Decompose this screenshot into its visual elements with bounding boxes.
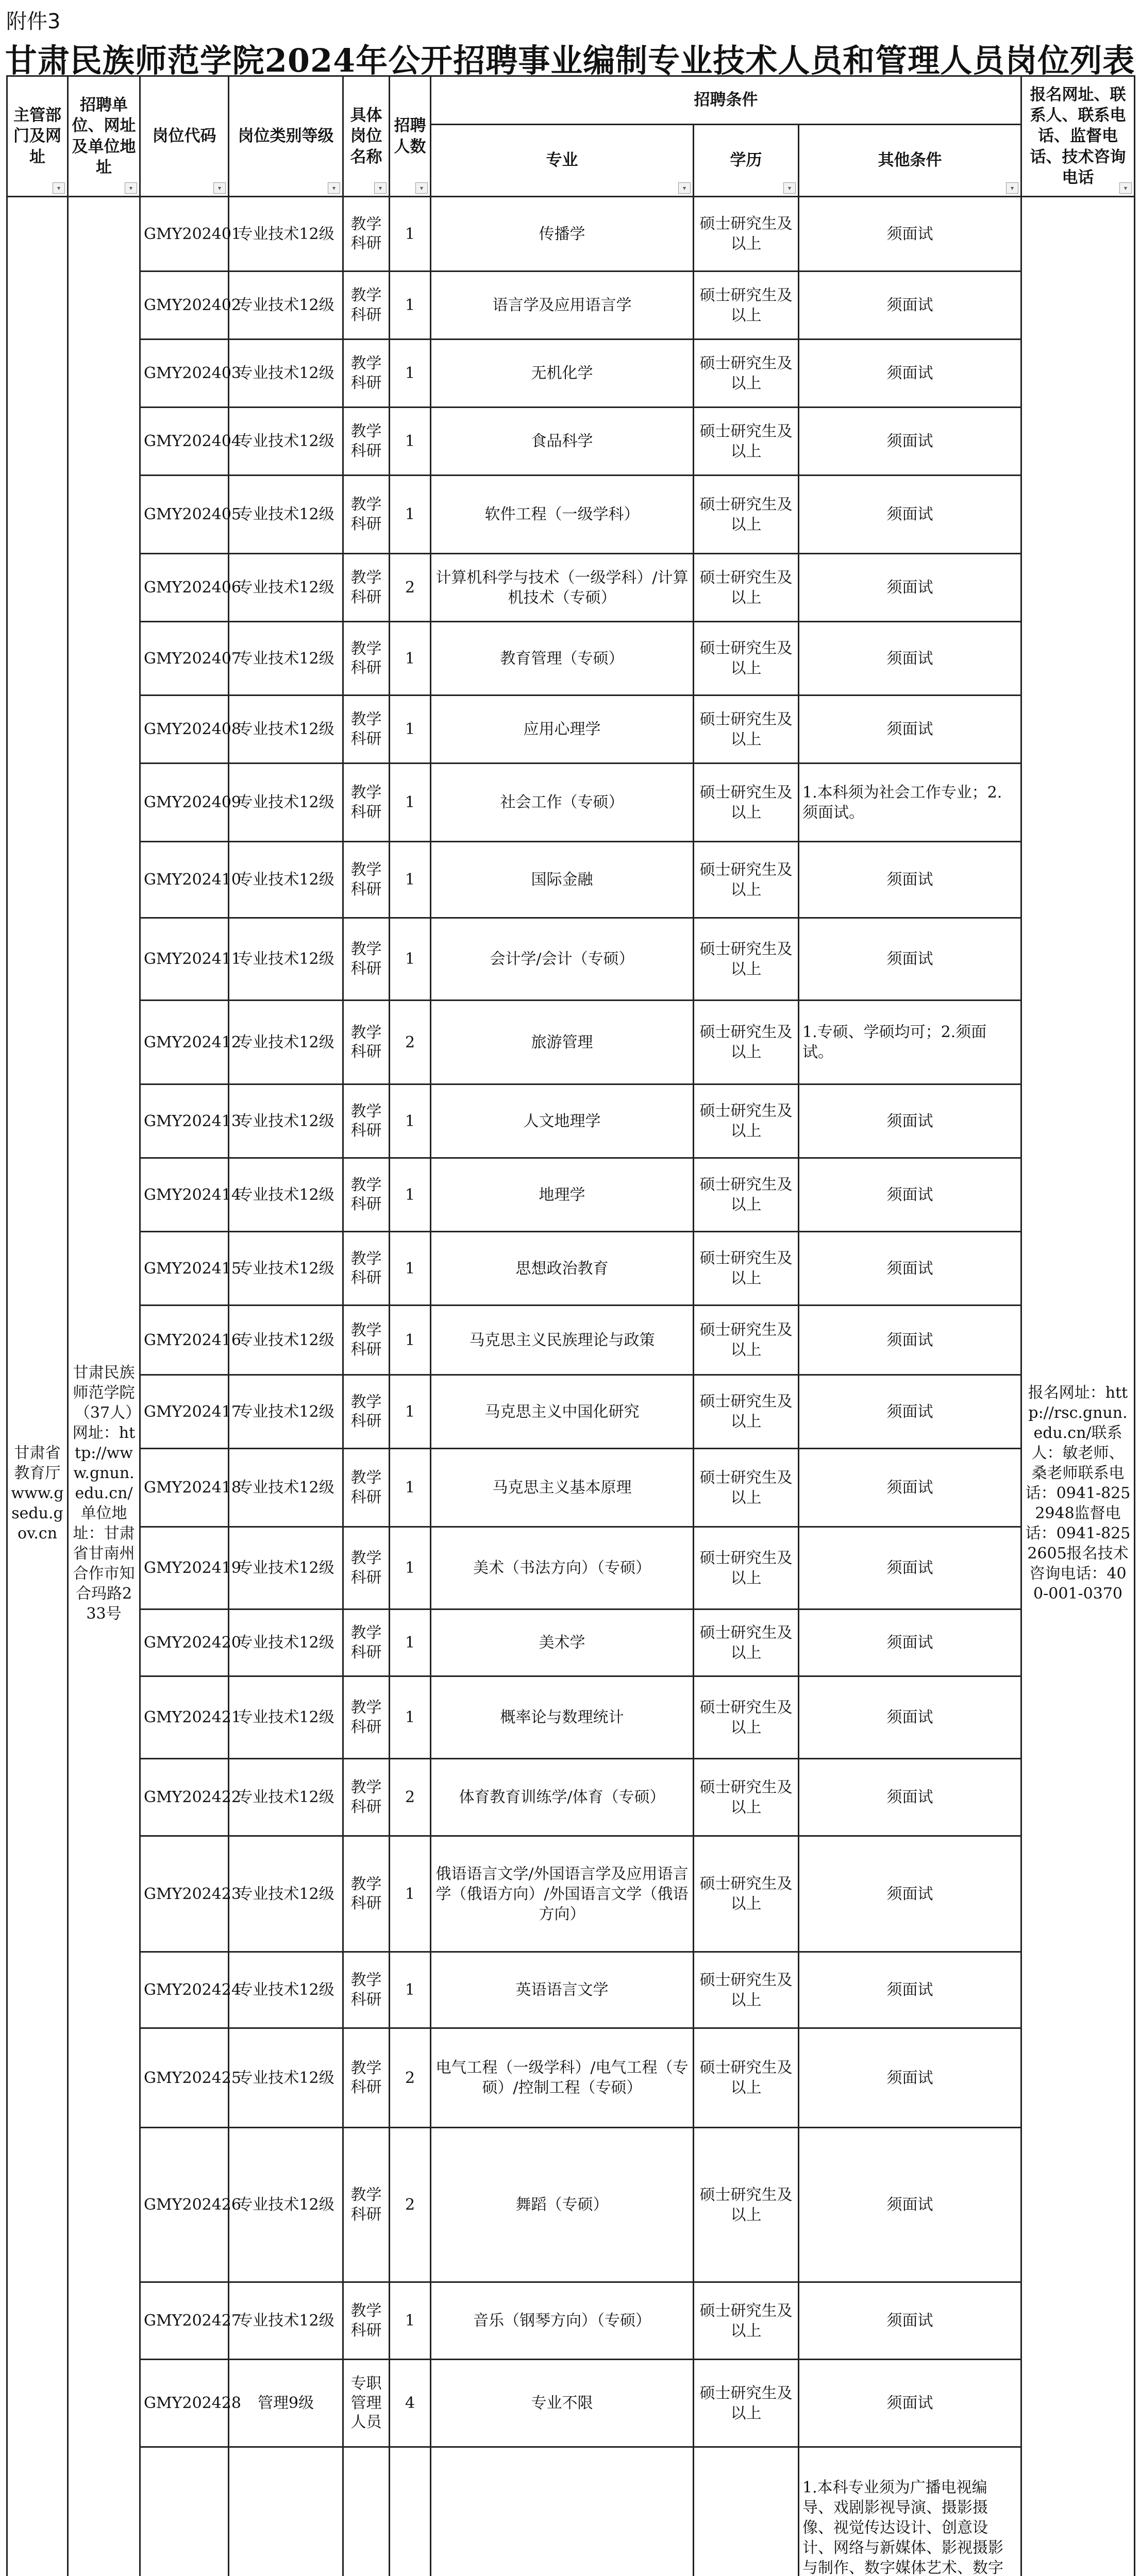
position-cell: 教学科研	[343, 1449, 390, 1527]
table-row	[7, 554, 1135, 622]
code-cell: GMY202404	[140, 408, 229, 476]
major-cell: 舞蹈（专硕）	[431, 2128, 694, 2282]
other-cell: 须面试	[799, 622, 1021, 696]
table-row	[7, 696, 1135, 764]
other-cell: 须面试	[799, 1836, 1021, 1952]
position-cell: 教学科研	[343, 1084, 390, 1158]
position-cell: 教学科研	[343, 842, 390, 918]
category-cell: 专业技术12级	[229, 1759, 343, 1836]
positions-table	[6, 75, 1135, 2576]
count-cell: 2	[390, 1759, 431, 1836]
position-cell: 教学科研	[343, 764, 390, 842]
position-cell: 教学科研	[343, 554, 390, 622]
major-cell: 旅游管理	[431, 1001, 694, 1084]
category-cell: 专业技术12级	[229, 918, 343, 1001]
major-cell: 专业不限	[431, 2360, 694, 2447]
position-cell: 教学科研	[343, 2128, 390, 2282]
table-row	[7, 1836, 1135, 1952]
header-education[interactable]: 学历 ▾	[694, 125, 799, 197]
position-cell: 教学科研	[343, 197, 390, 272]
code-cell: GMY202428	[140, 2360, 229, 2447]
dept-cell: 甘肃省教育厅www.gsedu.gov.cn	[7, 197, 68, 2576]
category-cell: 专业技术12级	[229, 2128, 343, 2282]
position-cell: 教学科研	[343, 1952, 390, 2028]
category-cell: 专业技术12级	[229, 1001, 343, 1084]
position-cell: 教学科研	[343, 1375, 390, 1449]
filter-dropdown-icon[interactable]: ▾	[783, 182, 796, 194]
position-cell: 教学科研	[343, 918, 390, 1001]
header-code[interactable]: 岗位代码 ▾	[140, 76, 229, 197]
count-cell	[390, 2447, 431, 2576]
major-cell: 美术（书法方向）（专硕）	[431, 1527, 694, 1609]
position-cell: 教学科研	[343, 1306, 390, 1375]
other-cell: 须面试	[799, 2028, 1021, 2128]
filter-dropdown-icon[interactable]: ▾	[1006, 182, 1018, 194]
major-cell: 马克思主义民族理论与政策	[431, 1306, 694, 1375]
code-cell: GMY202423	[140, 1836, 229, 1952]
education-cell: 硕士研究生及以上	[694, 2128, 799, 2282]
count-cell: 1	[390, 696, 431, 764]
code-cell: GMY202406	[140, 554, 229, 622]
major-cell: 马克思主义基本原理	[431, 1449, 694, 1527]
table-row	[7, 1952, 1135, 2028]
table-row	[7, 2282, 1135, 2360]
major-cell: 会计学/会计（专硕）	[431, 918, 694, 1001]
count-cell: 1	[390, 1609, 431, 1676]
count-cell: 1	[390, 272, 431, 340]
category-cell: 管理9级	[229, 2360, 343, 2447]
count-cell: 1	[390, 1158, 431, 1232]
count-cell: 1	[390, 1527, 431, 1609]
major-cell: 音乐（钢琴方向）（专硕）	[431, 2282, 694, 2360]
category-cell: 专业技术12级	[229, 2028, 343, 2128]
count-cell: 2	[390, 2128, 431, 2282]
education-cell: 硕士研究生及以上	[694, 1952, 799, 2028]
major-cell: 马克思主义中国化研究	[431, 1375, 694, 1449]
header-other[interactable]: 其他条件 ▾	[799, 125, 1021, 197]
code-cell: GMY202420	[140, 1609, 229, 1676]
major-cell: 食品科学	[431, 408, 694, 476]
major-cell: 俄语语言文学/外国语言学及应用语言学（俄语方向）/外国语言文学（俄语方向）	[431, 1836, 694, 1952]
category-cell	[229, 2447, 343, 2576]
table-row	[7, 1084, 1135, 1158]
other-cell: 须面试	[799, 1158, 1021, 1232]
count-cell: 2	[390, 1001, 431, 1084]
position-cell	[343, 2447, 390, 2576]
education-cell: 硕士研究生及以上	[694, 1759, 799, 1836]
table-row	[7, 476, 1135, 554]
education-cell: 硕士研究生及以上	[694, 1836, 799, 1952]
education-cell: 硕士研究生及以上	[694, 2360, 799, 2447]
attachment-label: 附件3	[6, 10, 61, 33]
category-cell: 专业技术12级	[229, 408, 343, 476]
table-row	[7, 1306, 1135, 1375]
major-cell: 无机化学	[431, 340, 694, 408]
count-cell: 1	[390, 2282, 431, 2360]
other-cell: 须面试	[799, 696, 1021, 764]
major-cell: 思想政治教育	[431, 1232, 694, 1306]
category-cell: 专业技术12级	[229, 1836, 343, 1952]
education-cell: 硕士研究生及以上	[694, 408, 799, 476]
other-cell: 须面试	[799, 1527, 1021, 1609]
filter-dropdown-icon[interactable]: ▾	[678, 182, 691, 194]
category-cell: 专业技术12级	[229, 1084, 343, 1158]
other-cell: 须面试	[799, 1375, 1021, 1449]
code-cell: GMY202414	[140, 1158, 229, 1232]
category-cell: 专业技术12级	[229, 197, 343, 272]
other-cell: 须面试	[799, 1952, 1021, 2028]
code-cell: GMY202411	[140, 918, 229, 1001]
code-cell: GMY202427	[140, 2282, 229, 2360]
other-cell: 须面试	[799, 272, 1021, 340]
table-row	[7, 1449, 1135, 1527]
other-cell: 须面试	[799, 2282, 1021, 2360]
other-cell: 须面试	[799, 1759, 1021, 1836]
code-cell: GMY202401	[140, 197, 229, 272]
table-row	[7, 197, 1135, 272]
category-cell: 专业技术12级	[229, 1232, 343, 1306]
table-row	[7, 1375, 1135, 1449]
category-cell: 专业技术12级	[229, 1952, 343, 2028]
education-cell: 硕士研究生及以上	[694, 1609, 799, 1676]
education-cell: 硕士研究生及以上	[694, 1232, 799, 1306]
table-row	[7, 1759, 1135, 1836]
code-cell: GMY202425	[140, 2028, 229, 2128]
category-cell: 专业技术12级	[229, 1158, 343, 1232]
filter-dropdown-icon[interactable]: ▾	[125, 182, 137, 194]
filter-dropdown-icon[interactable]: ▾	[415, 182, 428, 194]
table-row	[7, 918, 1135, 1001]
other-cell: 须面试	[799, 197, 1021, 272]
major-cell: 电气工程（一级学科）/电气工程（专硕）/控制工程（专硕）	[431, 2028, 694, 2128]
header-dept[interactable]: 主管部门及网址 ▾	[7, 76, 68, 197]
major-cell: 概率论与数理统计	[431, 1676, 694, 1759]
major-cell: 语言学及应用语言学	[431, 272, 694, 340]
position-cell: 教学科研	[343, 408, 390, 476]
code-cell: GMY202416	[140, 1306, 229, 1375]
header-contact[interactable]: 报名网址、联系人、联系电话、监督电话、技术咨询电话 ▾	[1021, 76, 1135, 197]
page-title: 甘肃民族师范学院2024年公开招聘事业编制专业技术人员和管理人员岗位列表	[5, 42, 1135, 79]
header-category[interactable]: 岗位类别等级 ▾	[229, 76, 343, 197]
table-row	[7, 272, 1135, 340]
count-cell: 2	[390, 554, 431, 622]
major-cell	[431, 2447, 694, 2576]
position-cell: 教学科研	[343, 272, 390, 340]
other-cell: 1.本科须为社会工作专业；2.须面试。	[799, 764, 1021, 842]
category-cell: 专业技术12级	[229, 340, 343, 408]
code-cell: GMY202405	[140, 476, 229, 554]
other-cell: 须面试	[799, 1084, 1021, 1158]
code-cell: GMY202409	[140, 764, 229, 842]
count-cell: 1	[390, 340, 431, 408]
position-cell: 教学科研	[343, 622, 390, 696]
table-row	[7, 1609, 1135, 1676]
count-cell: 1	[390, 1952, 431, 2028]
category-cell: 专业技术12级	[229, 1676, 343, 1759]
code-cell: GMY202403	[140, 340, 229, 408]
major-cell: 教育管理（专硕）	[431, 622, 694, 696]
other-cell: 1.专硕、学硕均可；2.须面试。	[799, 1001, 1021, 1084]
code-cell: GMY202412	[140, 1001, 229, 1084]
category-cell: 专业技术12级	[229, 1375, 343, 1449]
table-row	[7, 2447, 1135, 2576]
education-cell	[694, 2447, 799, 2576]
table-row	[7, 2128, 1135, 2282]
position-cell: 教学科研	[343, 340, 390, 408]
other-cell: 须面试	[799, 340, 1021, 408]
category-cell: 专业技术12级	[229, 1527, 343, 1609]
education-cell: 硕士研究生及以上	[694, 1306, 799, 1375]
position-cell: 教学科研	[343, 1232, 390, 1306]
education-cell: 硕士研究生及以上	[694, 918, 799, 1001]
other-cell: 须面试	[799, 1676, 1021, 1759]
education-cell: 硕士研究生及以上	[694, 2028, 799, 2128]
major-cell: 美术学	[431, 1609, 694, 1676]
category-cell: 专业技术12级	[229, 842, 343, 918]
education-cell: 硕士研究生及以上	[694, 696, 799, 764]
header-unit[interactable]: 招聘单位、网址及单位地址 ▾	[68, 76, 140, 197]
other-cell: 须面试	[799, 918, 1021, 1001]
position-cell: 教学科研	[343, 696, 390, 764]
table-row	[7, 1527, 1135, 1609]
table-row	[7, 622, 1135, 696]
count-cell: 1	[390, 1836, 431, 1952]
code-cell	[140, 2447, 229, 2576]
filter-dropdown-icon[interactable]: ▾	[1119, 182, 1132, 194]
table-row	[7, 764, 1135, 842]
table-row	[7, 408, 1135, 476]
other-cell: 须面试	[799, 842, 1021, 918]
table-row	[7, 2028, 1135, 2128]
header-conditions: 招聘条件	[431, 76, 1021, 125]
code-cell: GMY202402	[140, 272, 229, 340]
education-cell: 硕士研究生及以上	[694, 2282, 799, 2360]
code-cell: GMY202413	[140, 1084, 229, 1158]
unit-cell: 甘肃民族师范学院（37人）网址：http://www.gnun.edu.cn/单位地址：甘肃省甘南州合作市知合玛路233号	[68, 197, 140, 2576]
other-cell: 须面试	[799, 476, 1021, 554]
other-cell: 1.本科专业须为广播电视编导、戏剧影视导演、摄影摄像、视觉传达设计、创意设计、网络与新媒体、影视摄影与制作、数字媒体艺术、数字	[799, 2447, 1021, 2576]
position-cell: 教学科研	[343, 2282, 390, 2360]
filter-dropdown-icon[interactable]: ▾	[53, 182, 65, 194]
count-cell: 1	[390, 1232, 431, 1306]
category-cell: 专业技术12级	[229, 696, 343, 764]
count-cell: 1	[390, 1449, 431, 1527]
category-cell: 专业技术12级	[229, 2282, 343, 2360]
code-cell: GMY202408	[140, 696, 229, 764]
position-cell: 教学科研	[343, 1759, 390, 1836]
education-cell: 硕士研究生及以上	[694, 622, 799, 696]
category-cell: 专业技术12级	[229, 1306, 343, 1375]
category-cell: 专业技术12级	[229, 1609, 343, 1676]
table-body	[7, 197, 1135, 2576]
count-cell: 2	[390, 2028, 431, 2128]
header-major[interactable]: 专业 ▾	[431, 125, 694, 197]
major-cell: 软件工程（一级学科）	[431, 476, 694, 554]
major-cell: 体育教育训练学/体育（专硕）	[431, 1759, 694, 1836]
code-cell: GMY202422	[140, 1759, 229, 1836]
header-position[interactable]: 具体岗位名称 ▾	[343, 76, 390, 197]
count-cell: 1	[390, 408, 431, 476]
position-cell: 专职管理人员	[343, 2360, 390, 2447]
education-cell: 硕士研究生及以上	[694, 764, 799, 842]
count-cell: 1	[390, 918, 431, 1001]
code-cell: GMY202419	[140, 1527, 229, 1609]
code-cell: GMY202426	[140, 2128, 229, 2282]
code-cell: GMY202424	[140, 1952, 229, 2028]
category-cell: 专业技术12级	[229, 1449, 343, 1527]
position-cell: 教学科研	[343, 476, 390, 554]
major-cell: 国际金融	[431, 842, 694, 918]
code-cell: GMY202421	[140, 1676, 229, 1759]
education-cell: 硕士研究生及以上	[694, 476, 799, 554]
position-cell: 教学科研	[343, 2028, 390, 2128]
major-cell: 地理学	[431, 1158, 694, 1232]
other-cell: 须面试	[799, 2360, 1021, 2447]
education-cell: 硕士研究生及以上	[694, 1158, 799, 1232]
major-cell: 计算机科学与技术（一级学科）/计算机技术（专硕）	[431, 554, 694, 622]
code-cell: GMY202407	[140, 622, 229, 696]
table-row	[7, 2360, 1135, 2447]
position-cell: 教学科研	[343, 1609, 390, 1676]
code-cell: GMY202410	[140, 842, 229, 918]
code-cell: GMY202418	[140, 1449, 229, 1527]
position-cell: 教学科研	[343, 1527, 390, 1609]
other-cell: 须面试	[799, 2128, 1021, 2282]
table-row	[7, 1158, 1135, 1232]
major-cell: 人文地理学	[431, 1084, 694, 1158]
filter-dropdown-icon[interactable]: ▾	[374, 182, 387, 194]
header-count[interactable]: 招聘人数 ▾	[390, 76, 431, 197]
category-cell: 专业技术12级	[229, 622, 343, 696]
table-row	[7, 1001, 1135, 1084]
education-cell: 硕士研究生及以上	[694, 1449, 799, 1527]
other-cell: 须面试	[799, 1232, 1021, 1306]
count-cell: 1	[390, 197, 431, 272]
education-cell: 硕士研究生及以上	[694, 842, 799, 918]
count-cell: 1	[390, 1676, 431, 1759]
filter-dropdown-icon[interactable]: ▾	[328, 182, 340, 194]
contact-cell: 报名网址：http://rsc.gnun.edu.cn/联系人：敏老师、桑老师联系电话：0941-8252948监督电话：0941-8252605报名技术咨询电话：400-001-0370	[1021, 197, 1135, 2576]
position-cell: 教学科研	[343, 1001, 390, 1084]
other-cell: 须面试	[799, 554, 1021, 622]
education-cell: 硕士研究生及以上	[694, 272, 799, 340]
count-cell: 1	[390, 764, 431, 842]
education-cell: 硕士研究生及以上	[694, 1001, 799, 1084]
filter-dropdown-icon[interactable]: ▾	[213, 182, 226, 194]
category-cell: 专业技术12级	[229, 272, 343, 340]
count-cell: 1	[390, 1084, 431, 1158]
other-cell: 须面试	[799, 408, 1021, 476]
table-row	[7, 1232, 1135, 1306]
major-cell: 传播学	[431, 197, 694, 272]
table-row	[7, 1676, 1135, 1759]
count-cell: 1	[390, 842, 431, 918]
other-cell: 须面试	[799, 1306, 1021, 1375]
code-cell: GMY202415	[140, 1232, 229, 1306]
count-cell: 1	[390, 1306, 431, 1375]
education-cell: 硕士研究生及以上	[694, 1375, 799, 1449]
education-cell: 硕士研究生及以上	[694, 340, 799, 408]
table-row	[7, 340, 1135, 408]
major-cell: 社会工作（专硕）	[431, 764, 694, 842]
education-cell: 硕士研究生及以上	[694, 554, 799, 622]
education-cell: 硕士研究生及以上	[694, 1084, 799, 1158]
position-cell: 教学科研	[343, 1158, 390, 1232]
category-cell: 专业技术12级	[229, 554, 343, 622]
other-cell: 须面试	[799, 1609, 1021, 1676]
category-cell: 专业技术12级	[229, 764, 343, 842]
position-cell: 教学科研	[343, 1836, 390, 1952]
code-cell: GMY202417	[140, 1375, 229, 1449]
count-cell: 4	[390, 2360, 431, 2447]
education-cell: 硕士研究生及以上	[694, 197, 799, 272]
position-cell: 教学科研	[343, 1676, 390, 1759]
category-cell: 专业技术12级	[229, 476, 343, 554]
major-cell: 英语语言文学	[431, 1952, 694, 2028]
count-cell: 1	[390, 622, 431, 696]
major-cell: 应用心理学	[431, 696, 694, 764]
count-cell: 1	[390, 1375, 431, 1449]
education-cell: 硕士研究生及以上	[694, 1527, 799, 1609]
education-cell: 硕士研究生及以上	[694, 1676, 799, 1759]
table-row	[7, 842, 1135, 918]
other-cell: 须面试	[799, 1449, 1021, 1527]
count-cell: 1	[390, 476, 431, 554]
